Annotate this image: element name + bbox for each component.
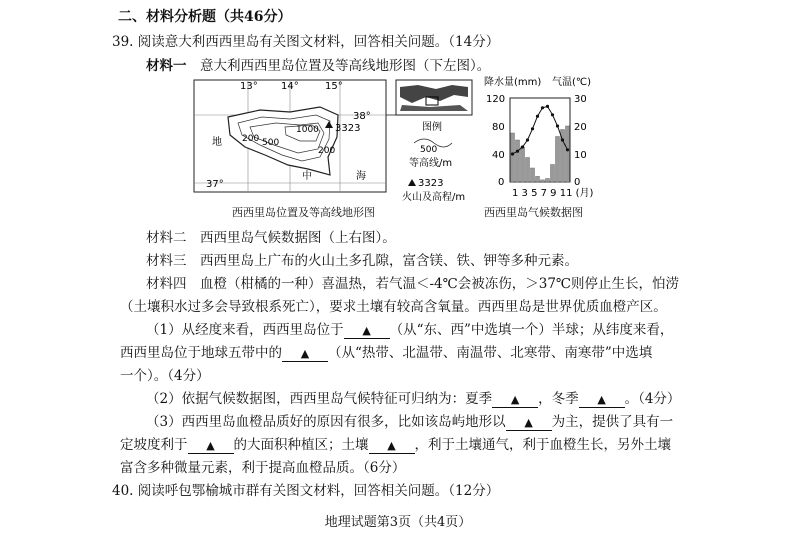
blank-triangle-icon: ▲ (510, 393, 520, 406)
blank-triangle-icon: ▲ (206, 439, 215, 452)
sub1-line2 (120, 341, 652, 362)
sub3-text-d: 的大面积种植区；土壤 (233, 437, 369, 453)
temp-point (526, 138, 529, 141)
material1-text: 意大利西西里岛位置及等高线地形图（下左图）。 (200, 58, 491, 74)
precip-bar (531, 168, 535, 182)
precip-tick: 40 (492, 150, 505, 161)
temp-axis-label: 气温(℃) (552, 77, 592, 88)
climate-caption: 西西里岛气候数据图 (484, 206, 583, 219)
blank-triangle-icon: ▲ (597, 393, 606, 406)
precip-axis-label: 降水量(mm) (484, 77, 542, 88)
sub3-line2 (120, 433, 671, 454)
sub2-line (146, 387, 680, 408)
precip-bar (511, 133, 515, 182)
sub3-text-e: ，利于土壤通气，利于血橙生长，另外土壤 (414, 437, 671, 453)
sub3-line3: 富含多种微量元素，利于提高血橙品质。（6分） (120, 460, 406, 476)
temp-point (531, 127, 534, 130)
section-title: 二、材料分析题（共46分） (118, 9, 292, 25)
legend-contour-label: 等高线/m (409, 158, 453, 169)
volcano-elevation-label: 3323 (335, 123, 361, 134)
temp-point (521, 145, 524, 148)
temp-point (516, 150, 519, 153)
material4-line1: 材料四 血橙（柑橘的一种）喜温热，若气温＜-4℃会被冻伤，＞37℃则停止生长，怕涝 (146, 276, 680, 292)
temp-tick: 20 (574, 122, 587, 133)
climate-chart (484, 75, 604, 205)
legend-title: 图例 (422, 122, 442, 133)
legend-volcano-icon (408, 179, 416, 186)
temp-point (556, 124, 559, 127)
temp-tick: 0 (574, 177, 581, 188)
q39-stem: 39. 阅读意大利西西里岛有关图文材料，回答相关问题。（14分） (112, 34, 500, 50)
legend-volcano-label: 火山及高程/m (402, 192, 466, 203)
sea-char-zhong: 中 (302, 171, 312, 182)
temp-point (551, 113, 554, 116)
lon-label-13: 13° (240, 81, 258, 92)
temp-point (536, 115, 539, 118)
precip-bar (516, 140, 520, 182)
sicily-map-figure (190, 75, 475, 215)
legend-volcano-value: 3323 (418, 178, 444, 189)
month-axis-label: 1 3 5 7 9 11 (月) (512, 188, 594, 199)
temp-tick: 10 (574, 150, 587, 161)
blank-triangle-icon: ▲ (300, 347, 310, 360)
precip-bar (566, 126, 570, 182)
sub1-line3: 一个）。（4分） (120, 368, 210, 384)
plot-area (511, 105, 570, 182)
precip-bar (536, 176, 540, 182)
material1-label: 材料一 (146, 58, 187, 74)
lat-label-38: 38° (353, 111, 371, 122)
temp-point (566, 148, 569, 151)
sub3-text-b: 为主，提供了具有一 (551, 414, 674, 430)
answer-blank[interactable] (369, 437, 415, 454)
material3: 材料三 西西里岛上广布的火山土多孔隙，富含镁、铁、钾等多种元素。 (146, 253, 578, 269)
temp-tick: 30 (574, 94, 587, 105)
sub1-line1 (146, 318, 673, 339)
material2: 材料二 西西里岛气候数据图（上右图）。 (146, 230, 396, 246)
precip-bar (556, 137, 560, 183)
sub3-text-a: （3）西西里岛血橙品质好的原因有很多，比如该岛屿地形以 (146, 414, 506, 430)
lon-label-15: 15° (325, 81, 343, 92)
contour-label-200a: 200 (318, 146, 336, 156)
precip-tick: 0 (498, 177, 505, 188)
precip-bar (521, 147, 525, 182)
contour-label-500: 500 (262, 138, 280, 148)
lat-label-37: 37° (206, 179, 224, 190)
answer-blank[interactable] (506, 414, 552, 431)
answer-blank[interactable] (282, 345, 328, 362)
precip-tick: 120 (486, 94, 506, 105)
sub3-line1 (146, 410, 673, 431)
temp-point (511, 152, 514, 155)
temp-point (541, 106, 544, 109)
page-footer: 地理试题第3页（共4页） (324, 515, 472, 530)
q40-stem: 40. 阅读呼包鄂榆城市群有关图文材料，回答相关问题。（12分） (112, 483, 500, 499)
lon-label-14: 14° (281, 81, 299, 92)
precip-bar (551, 165, 555, 183)
precip-bar (541, 180, 545, 182)
contour-label-1000: 1000 (296, 125, 319, 135)
precip-tick: 80 (492, 122, 505, 133)
sub1-text-b: （从“东、西”中选填一个）半球；从纬度来看， (389, 322, 674, 338)
material4-line2: （土壤积水过多会导致根系死亡），要求土壤有较高含氧量。西西里岛是世界优质血橙产区。 (120, 299, 667, 315)
answer-blank[interactable] (344, 322, 390, 339)
sub2-text-b: ，冬季 (538, 391, 579, 407)
answer-blank[interactable] (188, 437, 234, 454)
map-caption: 西西里岛位置及等高线地形图 (232, 206, 375, 219)
sub2-text-c: 。（4分） (624, 391, 681, 407)
sub1-text-c: 西西里岛位于地球五带中的 (120, 345, 282, 361)
sub1-text-d: （从“热带、北温带、南温带、北寒带、南寒带”中选填 (328, 345, 653, 361)
temp-point (561, 138, 564, 141)
legend-contour-value: 500 (420, 145, 438, 155)
blank-triangle-icon: ▲ (387, 439, 396, 452)
precip-bar (546, 179, 550, 183)
sub2-text-a: （2）依据气候数据图，西西里岛气候特征可归纳为：夏季 (146, 391, 493, 407)
contour-label-200b: 200 (242, 134, 260, 144)
answer-blank[interactable] (579, 391, 625, 408)
sub3-text-c: 定坡度利于 (120, 437, 188, 453)
blank-triangle-icon: ▲ (524, 416, 533, 429)
answer-blank[interactable] (492, 391, 538, 408)
temp-point (546, 105, 549, 108)
sub1-text-a: （1）从经度来看，西西里岛位于 (146, 322, 344, 338)
precip-bar (526, 158, 530, 183)
sea-char-hai: 海 (356, 171, 366, 182)
sea-char-di: 地 (212, 137, 222, 148)
blank-triangle-icon: ▲ (362, 324, 371, 337)
material1-line (146, 54, 490, 74)
